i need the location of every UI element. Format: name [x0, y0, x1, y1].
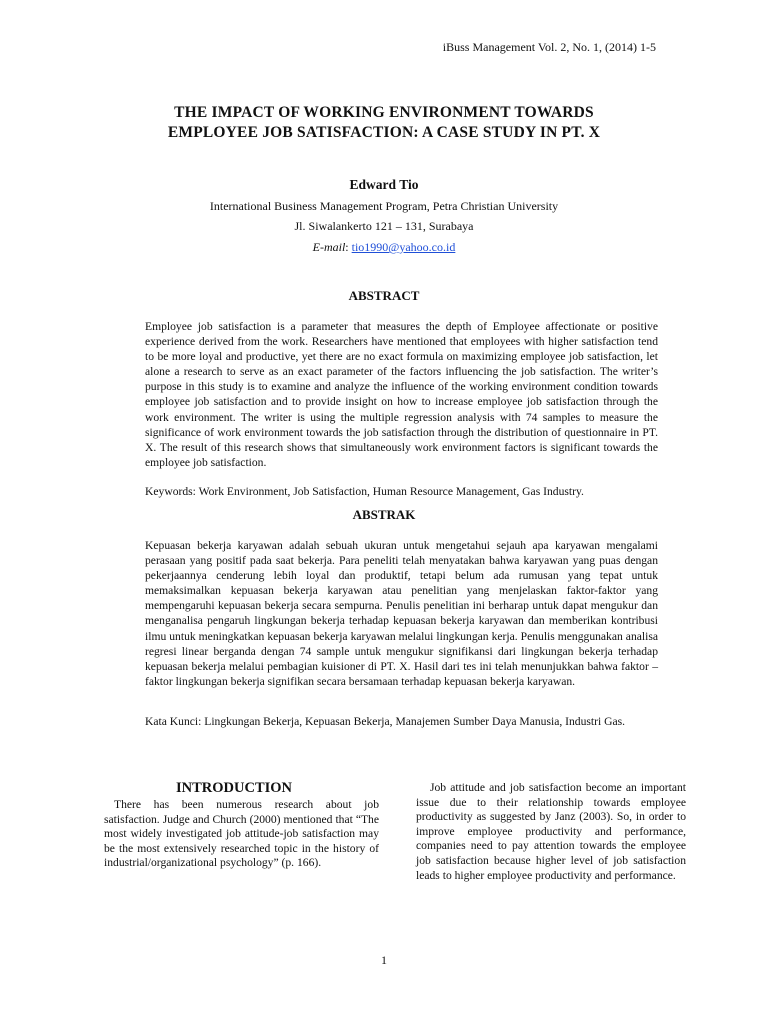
author-address: Jl. Siwalankerto 121 – 131, Surabaya — [294, 219, 474, 233]
journal-reference: iBuss Management Vol. 2, No. 1, (2014) 1-5 — [442, 40, 656, 54]
email-label: E-mail — [312, 240, 346, 254]
author-affiliation: International Business Management Program, Petra Christian University — [209, 199, 559, 213]
page-number: 1 — [381, 953, 387, 967]
abstract-heading: ABSTRACT — [348, 288, 420, 303]
author-email-line: E-mail: tio1990@yahoo.co.id — [312, 240, 456, 254]
keywords: Keywords: Work Environment, Job Satisfaction, Human Resource Management, Gas Industry. — [145, 485, 584, 498]
introduction-heading: INTRODUCTION — [176, 780, 293, 796]
abstract-body: Employee job satisfaction is a parameter that measures the depth of Employee affectionate or positive experience derived from the work. Researchers have mentioned that employees with higher satisfaction tend to be more loyal and productive, yet there are no exact formula on maximizing employee job satisfaction, let alone a research to serve as an exact parameter of the factors influencing the job satisfaction. The writer’s purpose in this study is to examine and analyze the influence of the working environment condition towards employee job satisfaction and to provide insight on how to increase employee job satisfaction through the work environment. The writer is using the multiple regression analysis with 74 samples to measure the significance of work environment towards the job satisfaction through the distribution of questionnaire in PT. X. The result of this research shows that simultaneously work environment factors is significant towards the employee job satisfaction. — [145, 320, 658, 469]
email-link[interactable]: tio1990@yahoo.co.id — [351, 240, 456, 254]
author-name: Edward Tio — [349, 177, 419, 192]
paper-title-line-1: THE IMPACT OF WORKING ENVIRONMENT TOWARDS — [174, 104, 594, 121]
kata-kunci: Kata Kunci: Lingkungan Bekerja, Kepuasan Bekerja, Manajemen Sumber Daya Manusia, Industri Gas. — [145, 715, 626, 728]
abstrak-body: Kepuasan bekerja karyawan adalah sebuah ukuran untuk mengetahui sejauh apa karyawan mengalami perasaan yang positif pada saat bekerja. Para peneliti telah menyatakan bahwa karyawan yang puas dengan pekerjaannya cenderung lebih loyal dan produktif, tetapi belum ada rumusan yang tepat untuk memaksimalkan kepuasan bekerja karyawan atau penelitian yang menjelaskan faktor-faktor yang mempengaruhi kepuasan bekerja secara sempurna. Penulis penelitian ini berharap untuk dapat mengukur dan menganalisa pengaruh lingkungan bekerja terhadap kepuasan bekerja karyawan dan memberikan kontribusi ilmu untuk meningkatkan kepuasan bekerja karyawan melalui lingkungan kerja. Penulis menggunakan analisa regresi linear berganda dengan 74 sample untuk mengukur signifikansi dari lingkungan bekerja terhadap kepuasan bekerja melalui pembagian kuisioner di PT. X. Hasil dari tes ini telah menunjukkan bahwa faktor – faktor lingkungan bekerja signifikan secara bersamaan terhadap kepuasan bekerja karyawan. — [145, 539, 658, 688]
abstrak-heading: ABSTRAK — [352, 507, 416, 522]
introduction-left-paragraph: There has been numerous research about job satisfaction. Judge and Church (2000) mentioned that “The most widely investigated job attitude-job satisfaction may be the most extensively researched topic in the history of industrial/organizational psychology” (p. 166). — [104, 798, 379, 870]
paper-title-line-2: EMPLOYEE JOB SATISFACTION: A CASE STUDY IN PT. X — [167, 124, 601, 141]
paper-title — [0, 103, 768, 143]
introduction-right-paragraph: Job attitude and job satisfaction become an important issue due to their relationship towards employee productivity as suggested by Janz (2003). So, in order to improve employee productivity and performance, companies need to pay attention towards the employee job satisfaction because higher level of job satisfaction leads to higher employee productivity and performance. — [416, 781, 686, 882]
